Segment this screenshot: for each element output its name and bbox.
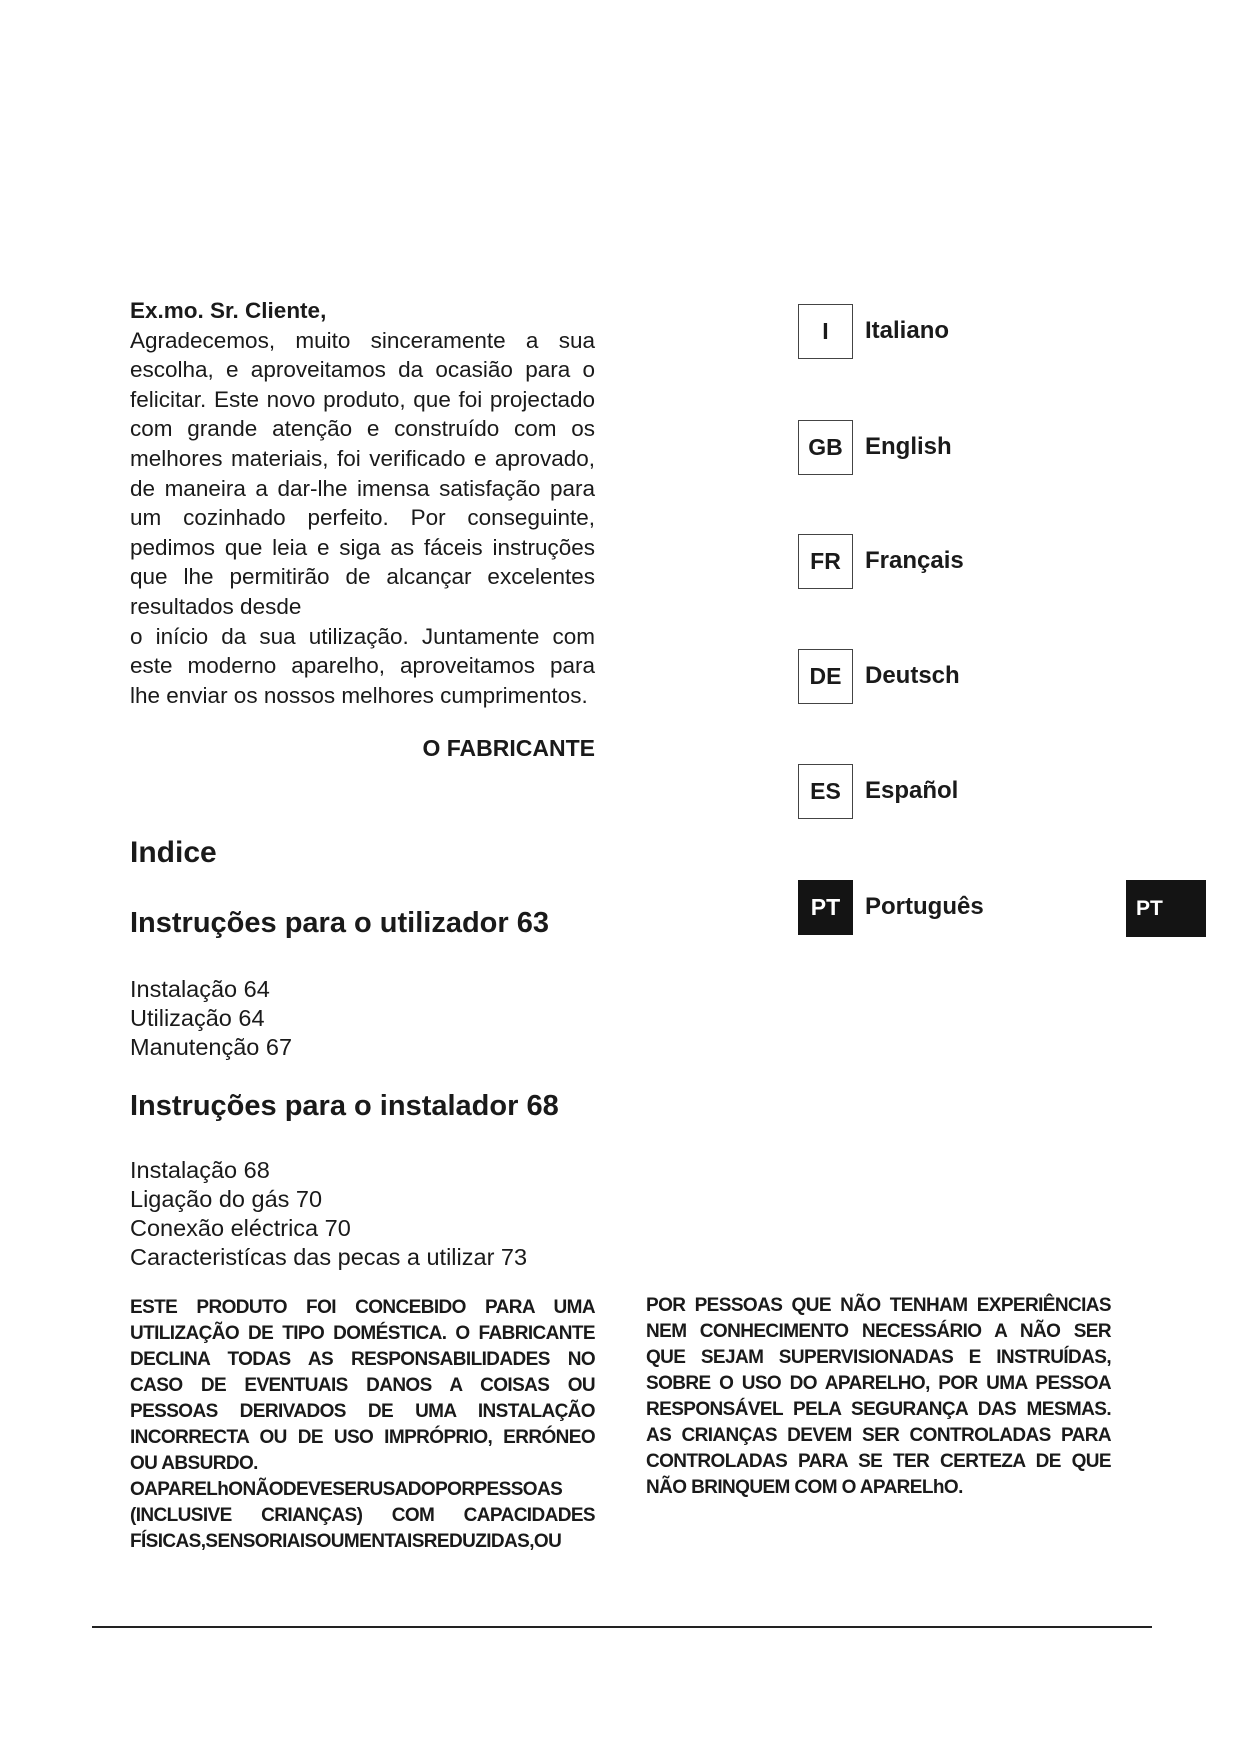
language-deutsch[interactable] — [798, 647, 960, 705]
warning-text: POR PESSOAS QUE NÃO TENHAM EXPERIÊNCIAS NEM CONHECIMENTO NECESSÁRIO A NÃO SER QUE SEJAM SUPERVISIONADAS E INSTRUÍDAS, SOBRE O USO DO APARELHO, POR UMA PESSOA RESPONSÁVEL PELA SEGURANÇA DAS MESMAS. AS CRIANÇAS DEVEM SER CONTROLADAS PARA CONTROLADAS PARA SE TER CERTEZA DE QUE NÃO BRINQUEM COM O APARELhO. — [646, 1295, 1111, 1498]
toc-item[interactable]: Utilização 64 — [130, 1005, 265, 1031]
index-title: Indice — [130, 836, 217, 869]
toc-item[interactable]: Conexão eléctrica 70 — [130, 1215, 351, 1241]
language-name: Deutsch — [865, 662, 960, 689]
warning-left — [130, 1295, 595, 1555]
toc-item[interactable]: Caracteristícas das pecas a utilizar 73 — [130, 1244, 528, 1270]
warning-text: OAPARELhONÃODEVESERUSADOPORPESSOAS (INCLUSIVE CRIANÇAS) COM CAPACIDADES FÍSICAS,SENSORIAISOUMENTAISREDUZIDAS,OU — [130, 1479, 595, 1552]
warning-right — [646, 1293, 1111, 1501]
installer-section-list — [130, 1156, 527, 1272]
language-english[interactable] — [798, 418, 952, 476]
language-code: FR — [798, 534, 853, 589]
language-name: Español — [865, 777, 959, 804]
language-italiano[interactable] — [798, 302, 949, 360]
user-section-heading: Instruções para o utilizador 63 — [130, 907, 549, 939]
footer-divider — [92, 1626, 1152, 1628]
toc-item[interactable]: Ligação do gás 70 — [130, 1186, 323, 1212]
language-code: GB — [798, 420, 853, 475]
user-section-list — [130, 975, 292, 1062]
language-portugues[interactable] — [798, 878, 984, 936]
toc-item[interactable]: Instalação 68 — [130, 1157, 270, 1183]
installer-section-heading: Instruções para o instalador 68 — [130, 1090, 559, 1122]
greeting: Ex.mo. Sr. Cliente, — [130, 298, 327, 323]
language-espanol[interactable] — [798, 762, 958, 820]
toc-item[interactable]: Instalação 64 — [130, 976, 270, 1002]
language-code: PT — [798, 880, 853, 935]
language-name: Italiano — [865, 317, 950, 344]
intro-letter — [130, 296, 595, 710]
language-name: Português — [865, 893, 984, 920]
language-francais[interactable] — [798, 532, 964, 590]
language-name: English — [865, 433, 952, 460]
intro-body-1: Agradecemos, muito sinceramente a sua escolha, e aproveitamos da ocasião para o felicitar. Este novo produto, que foi projectado com grande atenção e construído com os melhores materiais, foi verificado e aprovado, de maneira a dar-lhe imensa satisfação para um cozinhado perfeito. Por conseguinte, pedimos que leia e siga as fáceis instruções que lhe permitirão de alcançar excelentes resultados desde — [130, 327, 595, 619]
language-code: ES — [798, 764, 853, 819]
section-tab-pt[interactable]: PT — [1126, 880, 1206, 937]
language-code: DE — [798, 649, 853, 704]
intro-body-2: o início da sua utilização. Juntamente com este moderno aparelho, aproveitamos para lhe enviar os nossos melhores cumprimentos. — [130, 623, 595, 708]
signature: O FABRICANTE — [422, 735, 595, 761]
language-name: Français — [865, 547, 964, 574]
toc-item[interactable]: Manutenção 67 — [130, 1034, 293, 1060]
warning-text: ESTE PRODUTO FOI CONCEBIDO PARA UMA UTILIZAÇÃO DE TIPO DOMÉSTICA. O FABRICANTE DECLINA TODAS AS RESPONSABILIDADES NO CASO DE EVENTUAIS DANOS A COISAS OU PESSOAS DERIVADOS DE UMA INSTALAÇÃO INCORRECTA OU DE USO IMPRÓPRIO, ERRÓNEO OU ABSURDO. — [130, 1297, 595, 1474]
language-code: I — [798, 304, 853, 359]
